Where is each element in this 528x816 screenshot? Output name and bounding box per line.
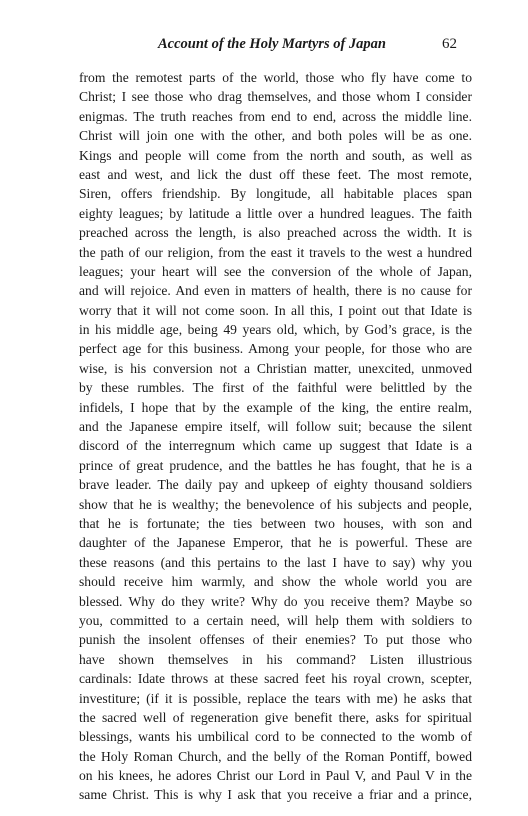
text-line: have shown themselves in his command? Listen illustrious	[79, 651, 472, 667]
text-line: investiture; (if it is possible, replace the tears with me) he asks that	[79, 690, 472, 706]
running-title: Account of the Holy Martyrs of Japan	[158, 36, 386, 52]
text-line: enigmas. The truth reaches from end to end, across the middle line.	[79, 108, 472, 124]
text-line: cardinals: Idate throws at these sacred feet his royal crown, scepter,	[79, 671, 472, 687]
text-line: in his middle age, being 49 years old, which, by God’s grace, is the	[79, 322, 472, 338]
text-line: worry that it will not come soon. In all this, I point out that Idate is	[79, 302, 472, 318]
text-line: the sacred well of regeneration give benefit there, asks for spiritual	[79, 709, 472, 725]
text-line: same Christ. This is why I ask that you receive a friar and a prince,	[79, 787, 472, 803]
text-line: infidels, I hope that by the example of the king, the entire realm,	[79, 399, 472, 415]
body-text	[79, 68, 472, 805]
text-line: the path of our religion, from the east it travels to the west a hundred	[79, 244, 472, 260]
page-number: 62	[442, 36, 457, 52]
running-header	[0, 36, 528, 56]
text-line: on his knees, he adores Christ our Lord in Paul V, and Paul V in the	[79, 768, 472, 784]
text-line: should receive him warmly, and show the whole world you are	[79, 574, 472, 590]
text-line: perfect age for this business. Among your people, for those who are	[79, 341, 472, 357]
text-line: blessed. Why do they write? Why do you receive them? Maybe so	[79, 593, 472, 609]
text-line: prince of great prudence, and the battles he has fought, that he is a	[79, 457, 472, 473]
text-line: Christ will join one with the other, and both poles will be as one.	[79, 128, 472, 144]
text-line: Kings and people will come from the north and south, as well as	[79, 147, 472, 163]
text-line: leagues; your heart will see the conversion of the whole of Japan,	[79, 263, 472, 279]
text-line: and the Japanese empire itself, will follow suit; because the silent	[79, 419, 472, 435]
text-line: preached across the length, is also preached across the width. It is	[79, 225, 472, 241]
text-line: wise, is his conversion not a Christian matter, unexcited, unmoved	[79, 360, 472, 376]
text-line: brave leader. The daily pay and upkeep of eighty thousand soldiers	[79, 477, 472, 493]
text-line: that he is fortunate; the ties between two houses, with son and	[79, 515, 472, 531]
text-line: these reasons (and this pertains to the last I have to say) why you	[79, 554, 472, 570]
text-line: the Holy Roman Church, and the belly of the Roman Pontiff, bowed	[79, 748, 472, 764]
text-line: east and west, and lick the dust off these feet. The most remote,	[79, 166, 472, 182]
text-line: eighty leagues; by latitude a little over a hundred leagues. The faith	[79, 205, 472, 221]
text-line: daughter of the Japanese Emperor, that he is powerful. These are	[79, 535, 472, 551]
text-line: by these rumbles. The first of the faithful were belittled by the	[79, 380, 472, 396]
text-line: Siren, offers friendship. By longitude, all habitable places span	[79, 186, 472, 202]
text-line: you, committed to a certain need, will help them with soldiers to	[79, 612, 472, 628]
text-line: show that he is wealthy; the benevolence of his subjects and people,	[79, 496, 472, 512]
text-line: discord of the interregnum which came up suggest that Idate is a	[79, 438, 472, 454]
text-line: from the remotest parts of the world, those who fly have come to	[79, 70, 472, 85]
text-line: blessings, wants his umbilical cord to be connected to the womb of	[79, 729, 472, 745]
text-line: and will rejoice. And even in matters of health, there is no cause for	[79, 283, 472, 299]
text-line: Christ; I see those who drag themselves, and those whom I consider	[79, 89, 472, 105]
text-line: punish the insolent offenses of their enemies? To put those who	[79, 632, 472, 648]
